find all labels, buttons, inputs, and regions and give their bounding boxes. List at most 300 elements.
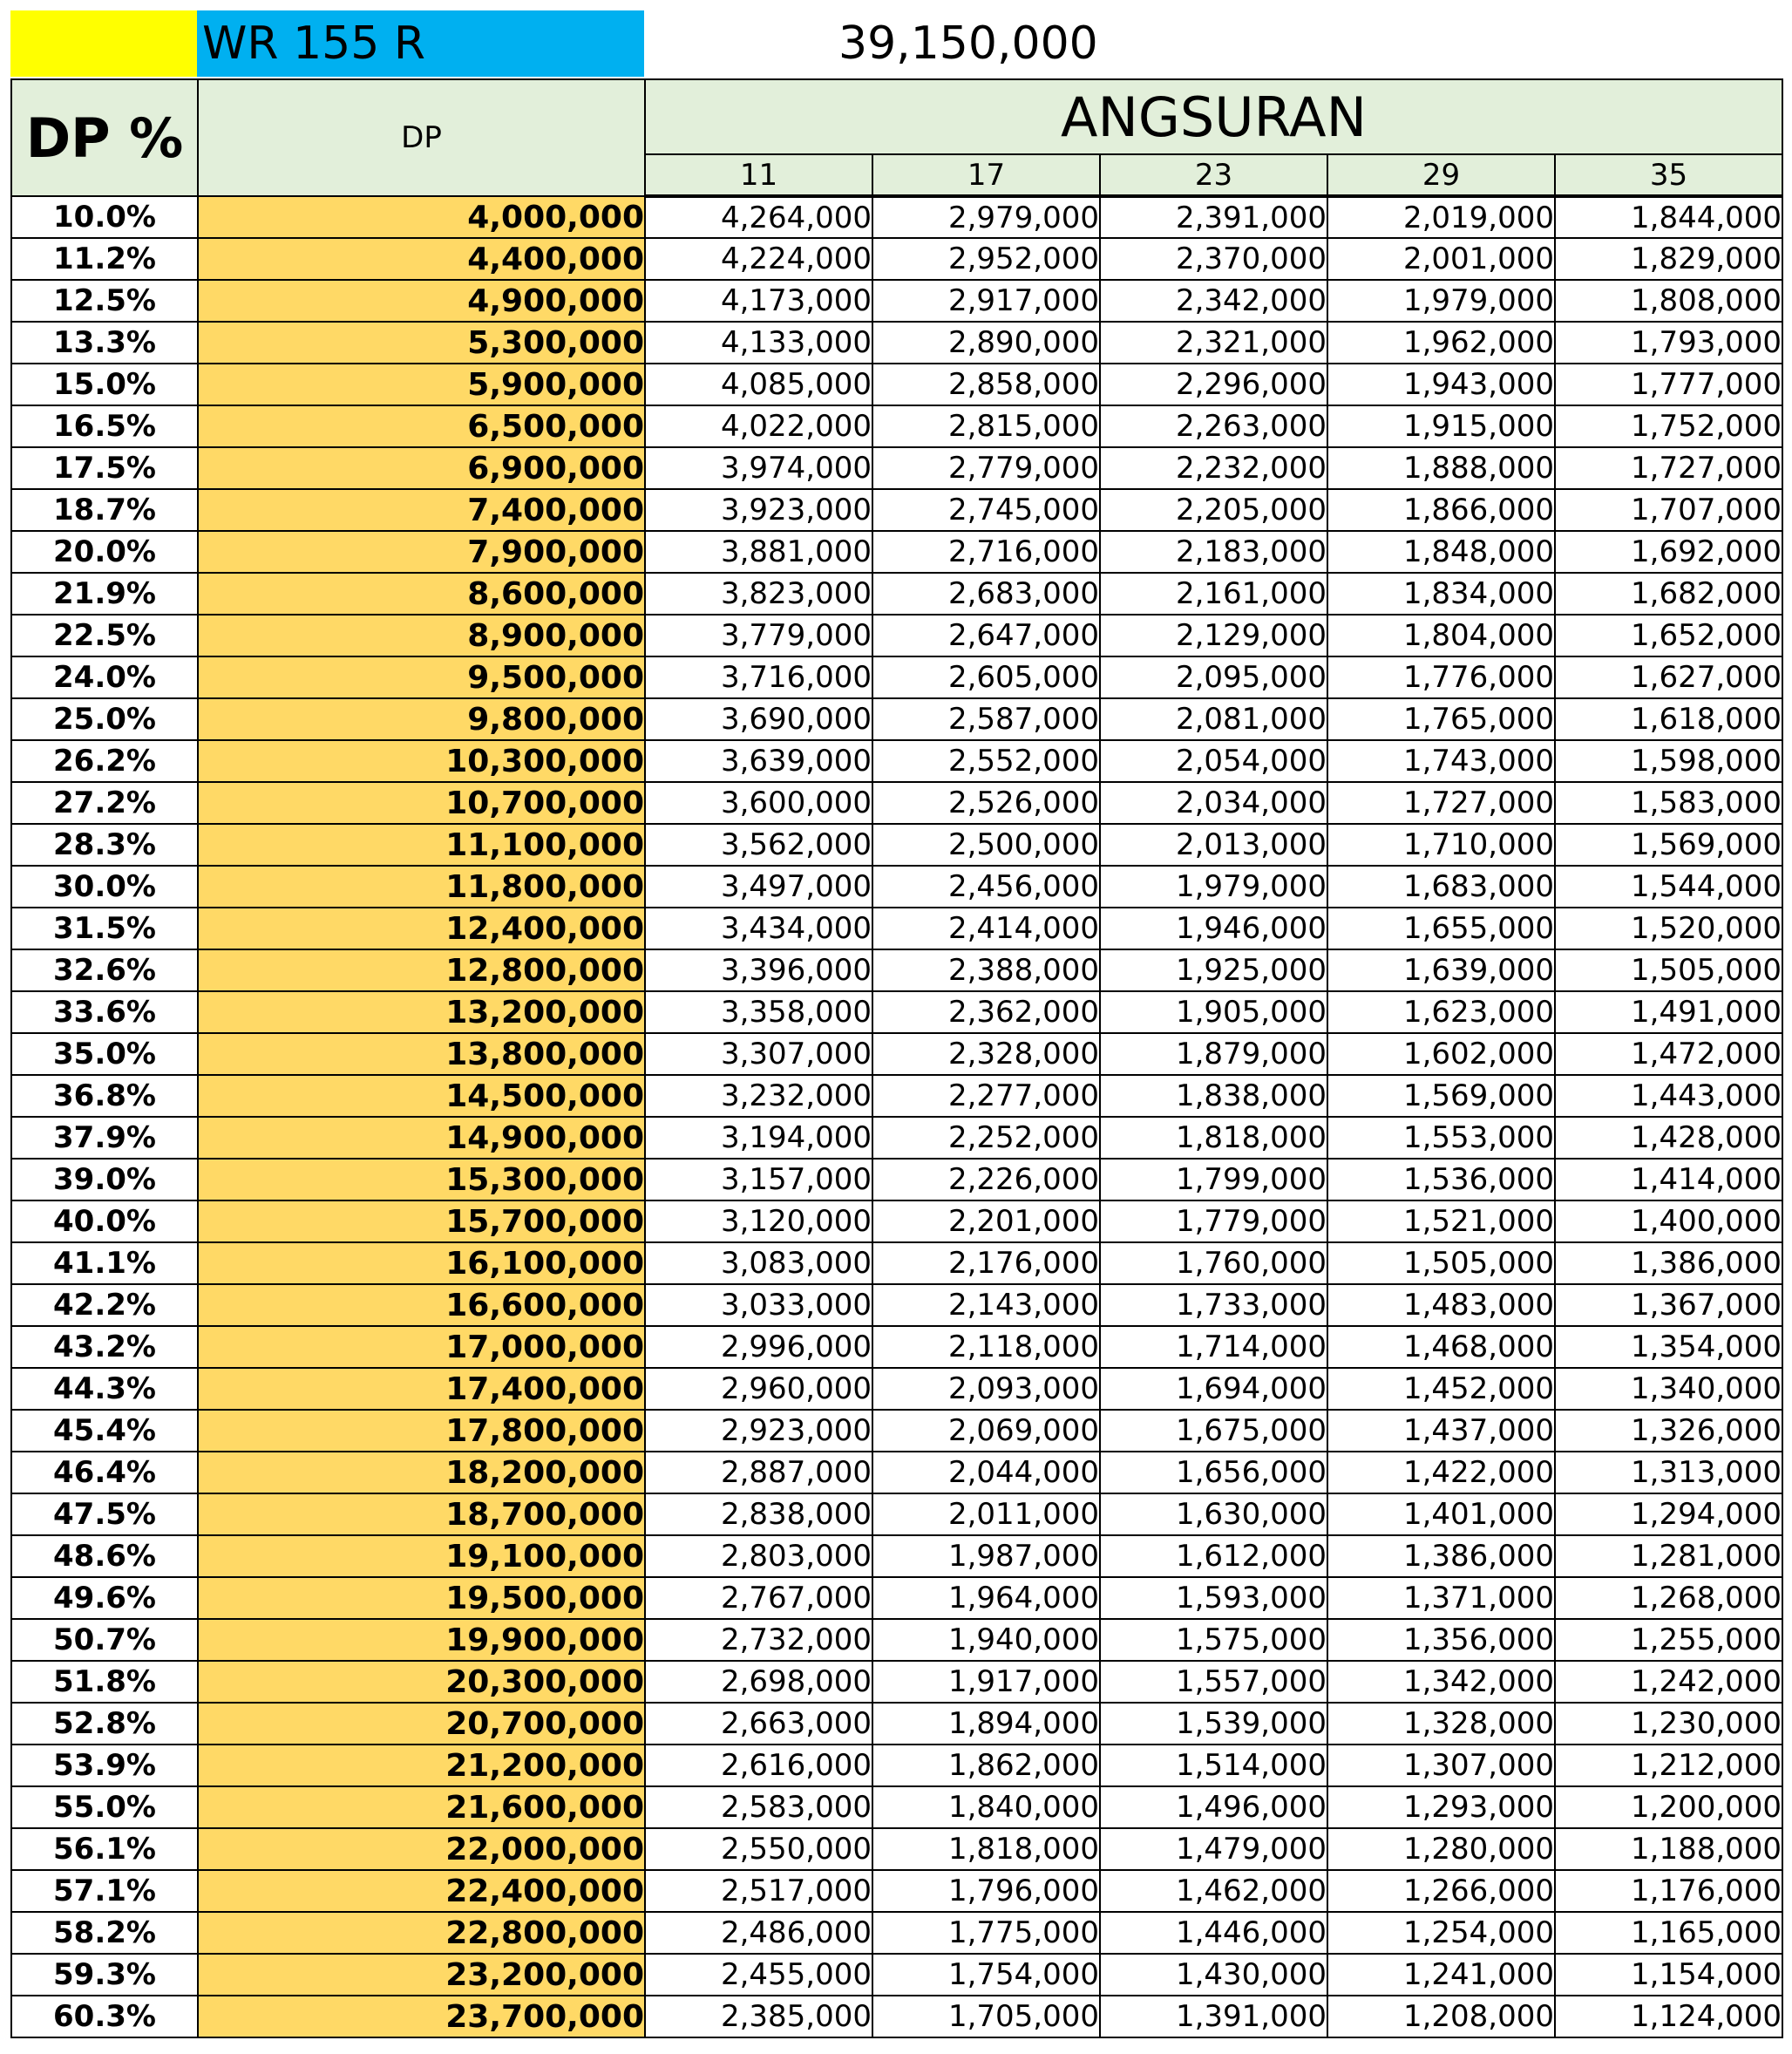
dp-percent-cell: 60.3% — [11, 1996, 198, 2037]
table-row — [11, 1493, 1782, 1535]
installment-cell: 2,838,000 — [645, 1493, 872, 1535]
dp-amount-cell: 20,300,000 — [198, 1661, 645, 1703]
dp-amount-cell: 6,500,000 — [198, 405, 645, 447]
installment-cell: 3,497,000 — [645, 866, 872, 908]
dp-percent-cell: 52.8% — [11, 1703, 198, 1745]
installment-cell: 1,505,000 — [1327, 1242, 1555, 1284]
installment-cell: 1,692,000 — [1555, 531, 1782, 573]
installment-cell: 1,894,000 — [872, 1703, 1100, 1745]
installment-cell: 1,705,000 — [872, 1996, 1100, 2037]
installment-cell: 1,443,000 — [1555, 1075, 1782, 1117]
dp-amount-cell: 17,000,000 — [198, 1326, 645, 1368]
installment-cell: 1,536,000 — [1327, 1159, 1555, 1200]
table-row — [11, 405, 1782, 447]
installment-cell: 2,486,000 — [645, 1912, 872, 1954]
installment-cell: 2,011,000 — [872, 1493, 1100, 1535]
installment-cell: 2,044,000 — [872, 1452, 1100, 1493]
table-row — [11, 1954, 1782, 1996]
installment-cell: 2,054,000 — [1100, 740, 1327, 782]
installment-cell: 1,428,000 — [1555, 1117, 1782, 1159]
dp-amount-cell: 19,500,000 — [198, 1577, 645, 1619]
table-row — [11, 1117, 1782, 1159]
installment-cell: 1,188,000 — [1555, 1828, 1782, 1870]
dp-percent-cell: 33.6% — [11, 991, 198, 1033]
installment-cell: 3,600,000 — [645, 782, 872, 824]
header-tenor: 17 — [872, 154, 1100, 196]
installment-cell: 1,514,000 — [1100, 1745, 1327, 1786]
dp-amount-cell: 12,800,000 — [198, 949, 645, 991]
installment-cell: 1,844,000 — [1555, 196, 1782, 238]
dp-percent-cell: 37.9% — [11, 1117, 198, 1159]
installment-cell: 2,526,000 — [872, 782, 1100, 824]
installment-cell: 1,437,000 — [1327, 1410, 1555, 1452]
dp-percent-cell: 18.7% — [11, 489, 198, 531]
installment-cell: 1,655,000 — [1327, 908, 1555, 949]
dp-amount-cell: 19,100,000 — [198, 1535, 645, 1577]
installment-cell: 2,143,000 — [872, 1284, 1100, 1326]
installment-cell: 1,682,000 — [1555, 573, 1782, 615]
installment-cell: 1,848,000 — [1327, 531, 1555, 573]
installment-cell: 3,562,000 — [645, 824, 872, 866]
installment-cell: 1,165,000 — [1555, 1912, 1782, 1954]
installment-cell: 3,974,000 — [645, 447, 872, 489]
installment-cell: 1,630,000 — [1100, 1493, 1327, 1535]
installment-cell: 4,085,000 — [645, 364, 872, 405]
installment-cell: 1,414,000 — [1555, 1159, 1782, 1200]
dp-amount-cell: 15,300,000 — [198, 1159, 645, 1200]
installment-cell: 3,157,000 — [645, 1159, 872, 1200]
installment-cell: 1,946,000 — [1100, 908, 1327, 949]
dp-amount-cell: 10,700,000 — [198, 782, 645, 824]
installment-cell: 2,201,000 — [872, 1200, 1100, 1242]
installment-cell: 1,212,000 — [1555, 1745, 1782, 1786]
installment-cell: 1,834,000 — [1327, 573, 1555, 615]
installment-cell: 1,618,000 — [1555, 698, 1782, 740]
dp-amount-cell: 18,200,000 — [198, 1452, 645, 1493]
dp-amount-cell: 19,900,000 — [198, 1619, 645, 1661]
installment-cell: 2,370,000 — [1100, 238, 1327, 280]
dp-percent-cell: 35.0% — [11, 1033, 198, 1075]
installment-cell: 3,923,000 — [645, 489, 872, 531]
installment-cell: 2,232,000 — [1100, 447, 1327, 489]
installment-cell: 1,544,000 — [1555, 866, 1782, 908]
installment-cell: 1,917,000 — [872, 1661, 1100, 1703]
installment-cell: 2,858,000 — [872, 364, 1100, 405]
table-row — [11, 1870, 1782, 1912]
installment-cell: 1,479,000 — [1100, 1828, 1327, 1870]
table-row — [11, 698, 1782, 740]
installment-cell: 1,915,000 — [1327, 405, 1555, 447]
dp-percent-cell: 39.0% — [11, 1159, 198, 1200]
installment-cell: 1,462,000 — [1100, 1870, 1327, 1912]
dp-amount-cell: 9,800,000 — [198, 698, 645, 740]
installment-cell: 1,483,000 — [1327, 1284, 1555, 1326]
installment-cell: 1,829,000 — [1555, 238, 1782, 280]
installment-cell: 1,340,000 — [1555, 1368, 1782, 1410]
dp-percent-cell: 22.5% — [11, 615, 198, 656]
installment-cell: 1,866,000 — [1327, 489, 1555, 531]
installment-cell: 3,639,000 — [645, 740, 872, 782]
installment-cell: 1,266,000 — [1327, 1870, 1555, 1912]
dp-amount-cell: 21,600,000 — [198, 1786, 645, 1828]
installment-cell: 1,796,000 — [872, 1870, 1100, 1912]
table-row — [11, 1326, 1782, 1368]
installment-cell: 2,587,000 — [872, 698, 1100, 740]
dp-percent-cell: 24.0% — [11, 656, 198, 698]
installment-cell: 2,887,000 — [645, 1452, 872, 1493]
installment-cell: 1,840,000 — [872, 1786, 1100, 1828]
installment-cell: 1,557,000 — [1100, 1661, 1327, 1703]
installment-cell: 1,818,000 — [872, 1828, 1100, 1870]
table-row — [11, 740, 1782, 782]
table-row — [11, 1033, 1782, 1075]
dp-amount-cell: 22,800,000 — [198, 1912, 645, 1954]
installment-cell: 1,862,000 — [872, 1745, 1100, 1786]
installment-cell: 4,022,000 — [645, 405, 872, 447]
installment-cell: 2,890,000 — [872, 322, 1100, 364]
installment-cell: 1,727,000 — [1327, 782, 1555, 824]
installment-cell: 1,962,000 — [1327, 322, 1555, 364]
installment-cell: 2,093,000 — [872, 1368, 1100, 1410]
dp-percent-cell: 51.8% — [11, 1661, 198, 1703]
dp-amount-cell: 16,100,000 — [198, 1242, 645, 1284]
installment-cell: 1,979,000 — [1100, 866, 1327, 908]
dp-amount-cell: 20,700,000 — [198, 1703, 645, 1745]
installment-cell: 1,623,000 — [1327, 991, 1555, 1033]
installment-cell: 1,760,000 — [1100, 1242, 1327, 1284]
installment-cell: 1,280,000 — [1327, 1828, 1555, 1870]
table-row — [11, 949, 1782, 991]
table-row — [11, 1577, 1782, 1619]
table-row — [11, 196, 1782, 238]
installment-cell: 1,539,000 — [1100, 1703, 1327, 1745]
installment-cell: 2,391,000 — [1100, 196, 1327, 238]
installment-cell: 2,263,000 — [1100, 405, 1327, 447]
installment-cell: 1,575,000 — [1100, 1619, 1327, 1661]
installment-cell: 1,430,000 — [1100, 1954, 1327, 1996]
installment-cell: 3,033,000 — [645, 1284, 872, 1326]
table-row — [11, 1786, 1782, 1828]
installment-cell: 1,521,000 — [1327, 1200, 1555, 1242]
installment-cell: 2,552,000 — [872, 740, 1100, 782]
table-row — [11, 322, 1782, 364]
installment-cell: 1,940,000 — [872, 1619, 1100, 1661]
installment-cell: 1,694,000 — [1100, 1368, 1327, 1410]
installment-cell: 1,598,000 — [1555, 740, 1782, 782]
installment-cell: 2,034,000 — [1100, 782, 1327, 824]
installment-cell: 2,960,000 — [645, 1368, 872, 1410]
installment-cell: 1,925,000 — [1100, 949, 1327, 991]
dp-amount-cell: 7,400,000 — [198, 489, 645, 531]
installment-cell: 2,550,000 — [645, 1828, 872, 1870]
header-dp-percent: DP % — [11, 79, 198, 196]
installment-cell: 1,176,000 — [1555, 1870, 1782, 1912]
installment-cell: 2,342,000 — [1100, 280, 1327, 322]
dp-amount-cell: 12,400,000 — [198, 908, 645, 949]
installment-cell: 1,367,000 — [1555, 1284, 1782, 1326]
installment-cell: 1,313,000 — [1555, 1452, 1782, 1493]
dp-percent-cell: 10.0% — [11, 196, 198, 238]
dp-percent-cell: 49.6% — [11, 1577, 198, 1619]
installment-cell: 1,888,000 — [1327, 447, 1555, 489]
dp-amount-cell: 17,400,000 — [198, 1368, 645, 1410]
dp-percent-cell: 27.2% — [11, 782, 198, 824]
installment-cell: 2,517,000 — [645, 1870, 872, 1912]
installment-cell: 1,242,000 — [1555, 1661, 1782, 1703]
installment-cell: 1,612,000 — [1100, 1535, 1327, 1577]
installment-cell: 1,675,000 — [1100, 1410, 1327, 1452]
installment-cell: 2,616,000 — [645, 1745, 872, 1786]
table-row — [11, 1452, 1782, 1493]
installment-cell: 1,733,000 — [1100, 1284, 1327, 1326]
installment-cell: 3,881,000 — [645, 531, 872, 573]
installment-cell: 1,230,000 — [1555, 1703, 1782, 1745]
installment-cell: 3,690,000 — [645, 698, 872, 740]
dp-percent-cell: 55.0% — [11, 1786, 198, 1828]
table-row — [11, 824, 1782, 866]
table-row — [11, 1410, 1782, 1452]
dp-amount-cell: 4,900,000 — [198, 280, 645, 322]
installment-cell: 1,793,000 — [1555, 322, 1782, 364]
installment-cell: 2,414,000 — [872, 908, 1100, 949]
dp-percent-cell: 12.5% — [11, 280, 198, 322]
installment-cell: 2,176,000 — [872, 1242, 1100, 1284]
dp-percent-cell: 32.6% — [11, 949, 198, 991]
table-row — [11, 1745, 1782, 1786]
installment-cell: 2,226,000 — [872, 1159, 1100, 1200]
dp-amount-cell: 13,800,000 — [198, 1033, 645, 1075]
installment-cell: 2,683,000 — [872, 573, 1100, 615]
installment-cell: 2,183,000 — [1100, 531, 1327, 573]
installment-cell: 1,779,000 — [1100, 1200, 1327, 1242]
dp-amount-cell: 17,800,000 — [198, 1410, 645, 1452]
installment-cell: 2,815,000 — [872, 405, 1100, 447]
installment-cell: 2,385,000 — [645, 1996, 872, 2037]
installment-cell: 1,765,000 — [1327, 698, 1555, 740]
header-angsuran: ANGSURAN — [645, 79, 1782, 154]
dp-amount-cell: 9,500,000 — [198, 656, 645, 698]
installment-cell: 2,362,000 — [872, 991, 1100, 1033]
dp-amount-cell: 11,800,000 — [198, 866, 645, 908]
installment-cell: 2,328,000 — [872, 1033, 1100, 1075]
installment-cell: 1,707,000 — [1555, 489, 1782, 531]
dp-amount-cell: 5,900,000 — [198, 364, 645, 405]
dp-amount-cell: 8,600,000 — [198, 573, 645, 615]
installment-cell: 2,081,000 — [1100, 698, 1327, 740]
installment-cell: 3,358,000 — [645, 991, 872, 1033]
header-tenor: 29 — [1327, 154, 1555, 196]
installment-cell: 1,964,000 — [872, 1577, 1100, 1619]
dp-percent-cell: 11.2% — [11, 238, 198, 280]
dp-amount-cell: 22,000,000 — [198, 1828, 645, 1870]
dp-percent-cell: 56.1% — [11, 1828, 198, 1870]
dp-amount-cell: 23,700,000 — [198, 1996, 645, 2037]
installment-cell: 1,714,000 — [1100, 1326, 1327, 1368]
header-tenor: 35 — [1555, 154, 1782, 196]
table-row — [11, 1996, 1782, 2037]
installment-cell: 2,803,000 — [645, 1535, 872, 1577]
installment-cell: 2,698,000 — [645, 1661, 872, 1703]
dp-percent-cell: 26.2% — [11, 740, 198, 782]
installment-cell: 3,232,000 — [645, 1075, 872, 1117]
installment-cell: 1,328,000 — [1327, 1703, 1555, 1745]
header-dp: DP — [198, 79, 645, 196]
installment-cell: 1,422,000 — [1327, 1452, 1555, 1493]
installment-cell: 1,491,000 — [1555, 991, 1782, 1033]
installment-cell: 2,019,000 — [1327, 196, 1555, 238]
dp-amount-cell: 13,200,000 — [198, 991, 645, 1033]
installment-cell: 1,472,000 — [1555, 1033, 1782, 1075]
dp-percent-cell: 46.4% — [11, 1452, 198, 1493]
installment-cell: 2,923,000 — [645, 1410, 872, 1452]
installment-cell: 1,371,000 — [1327, 1577, 1555, 1619]
installment-cell: 1,627,000 — [1555, 656, 1782, 698]
dp-amount-cell: 14,900,000 — [198, 1117, 645, 1159]
installment-cell: 2,118,000 — [872, 1326, 1100, 1368]
dp-percent-cell: 40.0% — [11, 1200, 198, 1242]
installment-cell: 2,252,000 — [872, 1117, 1100, 1159]
dp-percent-cell: 58.2% — [11, 1912, 198, 1954]
table-body — [11, 196, 1782, 2037]
installment-cell: 1,943,000 — [1327, 364, 1555, 405]
dp-percent-cell: 42.2% — [11, 1284, 198, 1326]
installment-cell: 1,569,000 — [1327, 1075, 1555, 1117]
installment-cell: 1,754,000 — [872, 1954, 1100, 1996]
dp-percent-cell: 21.9% — [11, 573, 198, 615]
installment-cell: 1,979,000 — [1327, 280, 1555, 322]
dp-percent-cell: 57.1% — [11, 1870, 198, 1912]
table-row — [11, 866, 1782, 908]
installment-cell: 2,996,000 — [645, 1326, 872, 1368]
table-row — [11, 1619, 1782, 1661]
installment-cell: 1,583,000 — [1555, 782, 1782, 824]
installment-cell: 1,505,000 — [1555, 949, 1782, 991]
table-row — [11, 1828, 1782, 1870]
installment-cell: 1,593,000 — [1100, 1577, 1327, 1619]
table-row — [11, 238, 1782, 280]
installment-cell: 1,905,000 — [1100, 991, 1327, 1033]
installment-cell: 1,468,000 — [1327, 1326, 1555, 1368]
table-row — [11, 1661, 1782, 1703]
installment-cell: 1,307,000 — [1327, 1745, 1555, 1786]
dp-amount-cell: 21,200,000 — [198, 1745, 645, 1786]
table-row — [11, 364, 1782, 405]
installment-cell: 1,808,000 — [1555, 280, 1782, 322]
installment-cell: 2,779,000 — [872, 447, 1100, 489]
dp-amount-cell: 11,100,000 — [198, 824, 645, 866]
installment-cell: 2,455,000 — [645, 1954, 872, 1996]
installment-cell: 3,396,000 — [645, 949, 872, 991]
dp-amount-cell: 15,700,000 — [198, 1200, 645, 1242]
installment-cell: 2,013,000 — [1100, 824, 1327, 866]
dp-percent-cell: 59.3% — [11, 1954, 198, 1996]
installment-cell: 3,083,000 — [645, 1242, 872, 1284]
table-row — [11, 447, 1782, 489]
dp-percent-cell: 43.2% — [11, 1326, 198, 1368]
header-tenor: 11 — [645, 154, 872, 196]
installment-cell: 1,281,000 — [1555, 1535, 1782, 1577]
installment-cell: 1,452,000 — [1327, 1368, 1555, 1410]
table-row — [11, 1200, 1782, 1242]
installment-cell: 4,173,000 — [645, 280, 872, 322]
installment-cell: 2,663,000 — [645, 1703, 872, 1745]
installment-cell: 4,224,000 — [645, 238, 872, 280]
dp-amount-cell: 4,000,000 — [198, 196, 645, 238]
installment-cell: 1,386,000 — [1327, 1535, 1555, 1577]
installment-cell: 1,652,000 — [1555, 615, 1782, 656]
table-row — [11, 1242, 1782, 1284]
installment-cell: 3,434,000 — [645, 908, 872, 949]
dp-percent-cell: 45.4% — [11, 1410, 198, 1452]
installment-cell: 1,520,000 — [1555, 908, 1782, 949]
installment-cell: 1,154,000 — [1555, 1954, 1782, 1996]
table-row — [11, 656, 1782, 698]
table-row — [11, 489, 1782, 531]
installment-cell: 3,307,000 — [645, 1033, 872, 1075]
dp-percent-cell: 36.8% — [11, 1075, 198, 1117]
installment-cell: 3,120,000 — [645, 1200, 872, 1242]
installment-cell: 2,605,000 — [872, 656, 1100, 698]
dp-percent-cell: 30.0% — [11, 866, 198, 908]
installment-cell: 2,095,000 — [1100, 656, 1327, 698]
installment-cell: 1,200,000 — [1555, 1786, 1782, 1828]
installment-cell: 1,255,000 — [1555, 1619, 1782, 1661]
dp-amount-cell: 16,600,000 — [198, 1284, 645, 1326]
installment-cell: 2,001,000 — [1327, 238, 1555, 280]
table-row — [11, 908, 1782, 949]
installment-cell: 2,583,000 — [645, 1786, 872, 1828]
installment-cell: 2,732,000 — [645, 1619, 872, 1661]
dp-percent-cell: 20.0% — [11, 531, 198, 573]
installment-cell: 1,124,000 — [1555, 1996, 1782, 2037]
table-row — [11, 1075, 1782, 1117]
table-row — [11, 1159, 1782, 1200]
installment-cell: 1,639,000 — [1327, 949, 1555, 991]
installment-cell: 1,254,000 — [1327, 1912, 1555, 1954]
table-row — [11, 1912, 1782, 1954]
installment-cell: 2,321,000 — [1100, 322, 1327, 364]
installment-cell: 1,683,000 — [1327, 866, 1555, 908]
installment-cell: 2,917,000 — [872, 280, 1100, 322]
installment-cell: 1,391,000 — [1100, 1996, 1327, 2037]
installment-cell: 1,879,000 — [1100, 1033, 1327, 1075]
dp-amount-cell: 23,200,000 — [198, 1954, 645, 1996]
table-row — [11, 1284, 1782, 1326]
installment-cell: 1,727,000 — [1555, 447, 1782, 489]
table-row — [11, 1535, 1782, 1577]
installment-cell: 1,710,000 — [1327, 824, 1555, 866]
installment-cell: 1,569,000 — [1555, 824, 1782, 866]
installment-cell: 4,264,000 — [645, 196, 872, 238]
installment-cell: 1,354,000 — [1555, 1326, 1782, 1368]
installment-cell: 2,647,000 — [872, 615, 1100, 656]
installment-cell: 2,979,000 — [872, 196, 1100, 238]
installment-cell: 3,779,000 — [645, 615, 872, 656]
installment-cell: 1,401,000 — [1327, 1493, 1555, 1535]
installment-cell: 2,296,000 — [1100, 364, 1327, 405]
installment-cell: 1,602,000 — [1327, 1033, 1555, 1075]
installment-cell: 1,356,000 — [1327, 1619, 1555, 1661]
dp-amount-cell: 14,500,000 — [198, 1075, 645, 1117]
header-tenor: 23 — [1100, 154, 1327, 196]
installment-cell: 2,952,000 — [872, 238, 1100, 280]
installment-cell: 2,456,000 — [872, 866, 1100, 908]
installment-cell: 1,553,000 — [1327, 1117, 1555, 1159]
otr-price: 39,150,000 — [838, 17, 1098, 70]
installment-cell: 2,745,000 — [872, 489, 1100, 531]
dp-percent-cell: 50.7% — [11, 1619, 198, 1661]
dp-percent-cell: 31.5% — [11, 908, 198, 949]
